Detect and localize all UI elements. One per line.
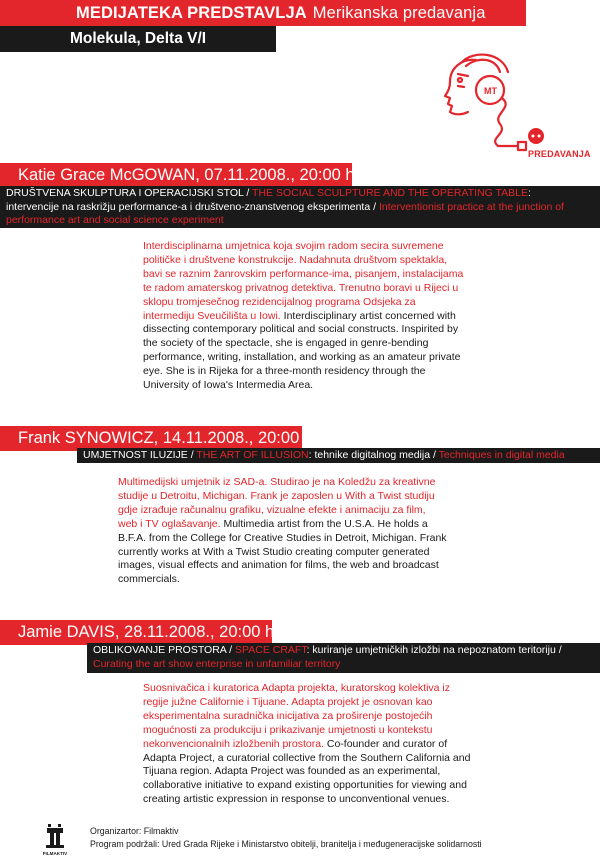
logo-label: PREDAVANJA	[528, 149, 591, 159]
header-title-bar	[0, 0, 526, 26]
topic-bar: OBLIKOVANJE PROSTORA / SPACE CRAFT: kuriranje umjetničkih izložbi na nepoznatom teritoriju / Curating the art show enterprise in unfamiliar territory	[87, 643, 600, 673]
svg-text:MT: MT	[484, 86, 497, 96]
speaker-bio: Multimedijski umjetnik iz SAD-a. Studirao je na Koledžu za kreativne studije u Detroitu, Michigan. Frank je zaposlen u With a Twist studiju gdje izrađuje računalnu grafiku, vizualne efekte i animaciju za film, web i TV oglašavanje. Multimedia artist from the U.S.A. He holds a B.F.A. from the College for Creative Studies in Detroit, Michigan. Frank currently works at With a Twist Studio creating computer generated images, visual effects and animation for films, the web and broadcast commercials.	[118, 476, 447, 586]
speaker-bio: Suosnivačica i kuratorica Adapta projekta, kuratorskog kolektiva iz regije južne Californie i Tijuane. Adapta projekt je osnovan kao eksperimentalna suradnička inicijativa za proširenje postojećih mogućnosti za produkciju i prikazivanje umjetnosti u kontekstu nekonvencionalnih izložbenih prostora. Co-founder and curator of Adapta Project, a curatorial collective from the Southern California and Tijuana region. Adapta Project was founded as an experimental, collaborative initiative to expand existing opportunities for viewing and creating artistic expression in response to unconventional venues.	[143, 682, 471, 806]
topic-title-en: SPACE CRAFT	[235, 644, 307, 656]
speaker-bar	[0, 620, 275, 645]
filmaktiv-logo	[40, 822, 70, 856]
topic-title-en: THE ART OF ILLUSION	[196, 449, 309, 461]
headphones-logo	[428, 52, 558, 162]
speaker-heading: Frank SYNOWICZ, 14.11.2008., 20:00 h	[18, 429, 314, 447]
topic-sub-hr: intervencije na raskrižju performance-a i društveno-znanstvenog eksperimenta	[6, 200, 371, 213]
organizer-line: Organizartor: Filmaktiv	[90, 826, 179, 836]
venue-bar	[0, 26, 276, 52]
topic-sub-hr: tehnike digitalnog medija	[311, 449, 431, 461]
header-title: MEDIJATEKA PREDSTAVLJA	[76, 4, 307, 22]
speaker-heading: Katie Grace McGOWAN, 07.11.2008., 20:00 h	[18, 166, 355, 184]
speaker-heading: Jamie DAVIS, 28.11.2008., 20:00 h	[18, 623, 275, 641]
headphones-head-icon	[428, 52, 558, 162]
topic-title-en: THE SOCIAL SCULPTURE AND THE OPERATING TABLE	[252, 187, 529, 199]
topic-sub-hr: kuriranje umjetničkih izložbi na nepoznatom teritoriju	[309, 644, 556, 656]
header-subtitle-light: Merikanska predavanja	[312, 4, 486, 22]
topic-sub-en: Curating the art show enterprise in unfamiliar territory	[93, 657, 341, 670]
topic-title-hr: UMJETNOST ILUZIJE	[83, 449, 188, 461]
venue-label: Molekula, Delta V/I	[70, 30, 207, 47]
footer-credits	[90, 825, 482, 850]
speaker-bar	[0, 163, 355, 188]
svg-text:FILMAKTIV: FILMAKTIV	[42, 851, 68, 856]
topic-sub-en: Interventionist practice at the junction of	[378, 200, 564, 213]
support-line: Program podržali: Ured Grada Rijeke i Ministarstvo obitelji, branitelja i međugeneracijske solidarnosti	[90, 838, 482, 849]
topic-title-hr: OBLIKOVANJE PROSTORA	[93, 644, 227, 656]
topic-title-hr: DRUŠTVENA SKULPTURA I OPERACIJSKI STOL	[6, 187, 244, 199]
topic-bar: DRUŠTVENA SKULPTURA I OPERACIJSKI STOL / THE SOCIAL SCULPTURE AND THE OPERATING TABLE: intervencije na raskrižju performance-a i društveno-znanstvenog eksperimenta / Interventionist practice at the junction of performance art and social science experiment	[0, 186, 600, 228]
topic-sub-en: Techniques in digital media	[438, 449, 565, 461]
filmaktiv-logo-icon	[40, 822, 70, 856]
speaker-bio: Interdisciplinarna umjetnica koja svojim radom secira suvremene političke i društvene konstrukcije. Nadahnuta društvom spektakla, bavi se raznim žanrovskim performance-ima, pisanjem, instalacijama te radom amaterskog privatnog detektiva. Trenutno boravi u Rijeci u sklopu tromjesečnog rezidencijalnog programa Odsjeka za intermediju Sveučilišta u Iowi. Interdisciplinary artist concerned with dissecting contemporary political and social constructs. Inspirited by the society of the spectacle, she is engaged in genre-bending performance, writing, installation, and working as an amateur private eye. She is in Rijeka for a three-month residency through the University of Iowa's Intermedia Area.	[143, 240, 464, 392]
topic-sub-en-2: performance art and social science experiment	[6, 214, 224, 226]
topic-bar: UMJETNOST ILUZIJE / THE ART OF ILLUSION: tehnike digitalnog medija / Techniques in digital media	[77, 448, 600, 463]
